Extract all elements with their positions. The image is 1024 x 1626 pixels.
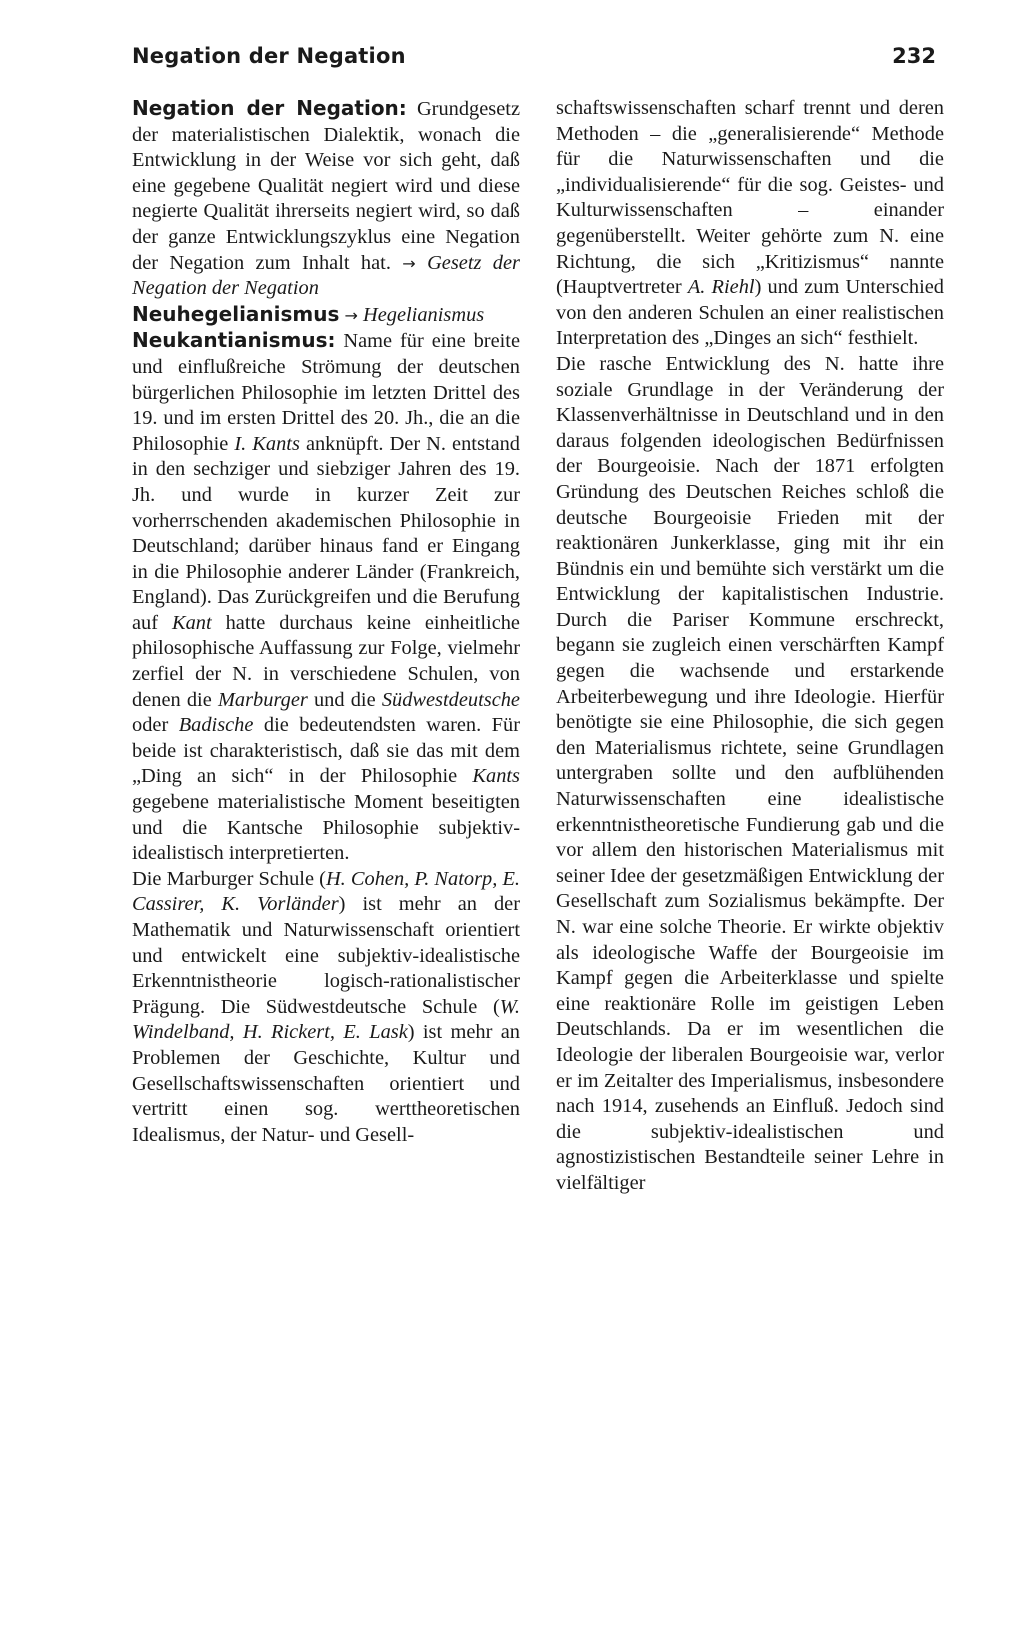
headword: Neuhegelianismus xyxy=(132,301,340,326)
headword: Negation der Negation: xyxy=(132,96,407,120)
entry-text-italic: Südwestdeutsche xyxy=(381,688,520,711)
cross-reference-arrow-icon: → xyxy=(339,305,363,325)
entry-neuhegelianismus xyxy=(132,302,520,329)
entry-text: schaftswissenschaften scharf trennt und deren Methoden – die „generalisierende“ Methode für die Naturwissenschaften und die „individualisierende“ für die sog. Geistes- und Kulturwissenschaften – einander gegenüberstellt. Weiter gehörte zum N. eine Richtung, die sich „Kritizismus“ nannte (Hauptvertreter xyxy=(556,97,944,299)
entry-text-italic: H. Cohen, P. Natorp, E. Cassirer, K. Vorländer xyxy=(132,867,520,916)
entry-text-italic: Badische xyxy=(178,714,254,737)
entry-text: ) ist mehr an Problemen der Geschichte, Kultur und Gesellschaftswissenschaften orientiert und vertritt einen sog. werttheoretischen Idealismus, der Natur- und Gesell- xyxy=(132,1021,520,1146)
entry-neukantianismus xyxy=(132,328,520,866)
entry-text-italic: I. Kants xyxy=(234,432,300,455)
left-column xyxy=(132,96,520,1148)
entry-text-italic: Marburger xyxy=(217,688,308,711)
entry-text: Name für eine breite und einflußreiche Strömung der deutschen bürgerlichen Philosophie im letzten Drittel des 19. und im ersten Drittel des 20. Jh., die an die Philosophie xyxy=(132,330,520,455)
cross-reference-arrow-icon: → xyxy=(402,253,416,273)
entry-text-italic: Kants xyxy=(472,765,520,788)
entry-paragraph xyxy=(556,96,944,352)
running-head: Negation der Negation xyxy=(132,44,406,68)
entry-text: Die Marburger Schule ( xyxy=(132,867,326,890)
entry-paragraph xyxy=(132,867,520,1149)
entry-paragraph: Die rasche Entwicklung des N. hatte ihre soziale Grundlage in der Veränderung der Klassenverhältnisse in Deutschland und in den daraus folgenden ideologischen Bedürfnissen der Bourgeoisie. Nach der 1871 erfolgten Gründung des Deutschen Reiches schloß die deutsche Bourgeoisie Frieden mit der reaktionären Junkerklasse, ging mit ihr ein Bündnis ein und bemühte sich verstärkt um die Entwicklung der kapitalistischen Industrie. Durch die Pariser Kommune erschreckt, begann sie zugleich einen verschärften Kampf gegen die wachsende und erstarkende Arbeiterbewegung und ihre Ideologie. Hierfür benötigte sie eine Philosophie, die sich gegen den Materialismus richtete, seine Grundlagen untergraben sollte und den aufblühenden Naturwissenschaften eine idealistische erkenntnistheoretische Fundierung gab und die vor allem den historischen Materialismus mit seiner Idee der gesetzmäßigen Entwicklung der Gesellschaft zum Sozialismus bekämpfte. Der N. war eine solche Theorie. Er wirkte objektiv als ideologische Waffe der Bourgeoisie im Kampf gegen die Arbeiterklasse und spielte eine reaktionäre Rolle im geistigen Leben Deutschlands. Da er im wesentlichen die Ideologie der liberalen Bourgeoisie war, verlor er im Zeitalter des Imperialismus, insbesondere nach 1914, zusehends an Einfluß. Jedoch sind die subjektiv-idealistischen und agnostizistischen Bestandteile seiner Lehre in vielfältiger xyxy=(556,352,944,1194)
entry-text: ) ist mehr an der Mathematik und Naturwissenschaft orientiert und entwickelt eine subjektiv-idealistische Erkenntnistheorie logisch-rationalistischer Prägung. Die Südwestdeutsche Schule ( xyxy=(132,893,520,1018)
entry-text-italic: A. Riehl xyxy=(687,276,755,299)
page-number: 232 xyxy=(892,44,936,68)
entry-text: gegebene materialistische Moment beseitigten und die Kantsche Philosophie subjektiv-idealistisch interpretierten. xyxy=(132,791,520,865)
entry-negation-der-negation xyxy=(132,96,520,302)
headword: Neukantianismus: xyxy=(132,328,336,353)
cross-reference: Gesetz der Negation der Negation xyxy=(132,251,520,300)
entry-text-italic: W. Windelband, H. Rickert, E. Lask xyxy=(132,995,520,1044)
entry-text: ) und zum Unterschied von den anderen Schulen an einer realistischen Interpretation des „Dinges an sich“ festhielt. xyxy=(556,276,944,350)
right-column xyxy=(556,96,944,1197)
entry-text: und die xyxy=(307,688,382,711)
cross-reference: Hegelianismus xyxy=(363,303,485,326)
entry-text: Grundgesetz der materialistischen Dialektik, wonach die Entwicklung in der Weise vor sich geht, daß eine gegebene Qualität negiert wird und diese negierte Qualität ihrerseits negiert wird, so daß der ganze Entwicklungszyklus eine Negation der Negation zum Inhalt hat. xyxy=(132,98,520,274)
entry-text: oder xyxy=(132,714,179,737)
entry-text-italic: Kant xyxy=(172,611,212,634)
entry-text: hatte durchaus keine einheitliche philosophische Auffassung zur Folge, vielmehr zerfiel der N. in verschiedene Schulen, von denen die xyxy=(132,611,520,711)
entry-text: anknüpft. Der N. entstand in den sechziger und siebziger Jahren des 19. Jh. und wurde in kurzer Zeit zur vorherrschenden akademischen Philosophie in Deutschland; darüber hinaus fand er Eingang in die Philosophie anderer Länder (Frankreich, England). Das Zurückgreifen und die Berufung auf xyxy=(132,432,521,634)
entry-text: die bedeutendsten waren. Für beide ist charakteristisch, daß sie das mit dem „Ding an sich“ in der Philosophie xyxy=(132,714,520,788)
